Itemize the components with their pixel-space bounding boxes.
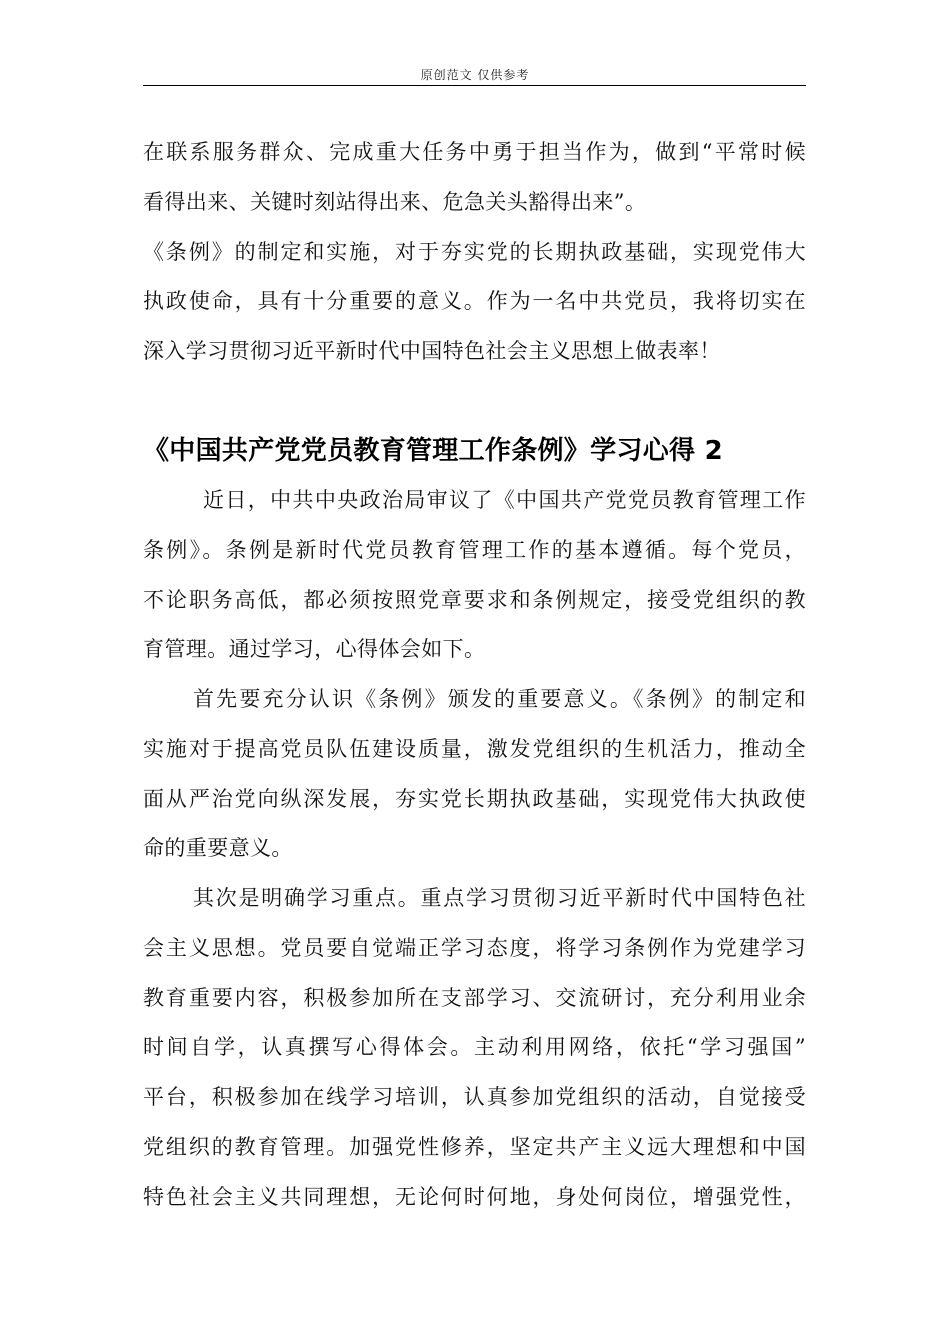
text-line: 条例》。条例是新时代党员教育管理工作的基本遵循。每个党员，	[143, 538, 806, 562]
text-line: 时间自学，认真撰写心得体会。主动利用网络，依托“学习强国”	[143, 1035, 806, 1059]
text-line: 特色社会主义共同理想，无论何时何地，身处何岗位，增强党性，	[143, 1185, 806, 1209]
text-line: 会主义思想。党员要自觉端正学习态度，将学习条例作为党建学习	[143, 936, 806, 960]
text-line: 面从严治党向纵深发展，夯实党长期执政基础，实现党伟大执政使	[143, 787, 806, 811]
text-line: 深入学习贯彻习近平新时代中国特色社会主义思想上做表率！	[143, 339, 721, 363]
text-line: 育管理。通过学习，心得体会如下。	[143, 637, 486, 661]
text-line: 平台，积极参加在线学习培训，认真参加党组织的活动，自觉接受	[143, 1085, 806, 1109]
text-line: 看得出来、关键时刻站得出来、危急关头豁得出来”。	[143, 190, 647, 214]
text-line: 《条例》的制定和实施，对于夯实党的长期执政基础，实现党伟大	[143, 240, 806, 264]
text-line: 执政使命，具有十分重要的意义。作为一名中共党员，我将切实在	[143, 289, 806, 313]
text-line: 党组织的教育管理。加强党性修养，坚定共产主义远大理想和中国	[143, 1135, 806, 1159]
text-line: 首先要充分认识《条例》颁发的重要意义。《条例》的制定和	[193, 687, 806, 711]
text-line: 近日，中共中央政治局审议了《中国共产党党员教育管理工作	[203, 488, 806, 512]
text-line: 不论职务高低，都必须按照党章要求和条例规定，接受党组织的教	[143, 588, 806, 612]
header-text: 原创范文 仅供参考	[420, 68, 530, 82]
section-title: 《中国共产党党员教育管理工作条例》学习心得 2	[143, 436, 724, 466]
text-line: 在联系服务群众、完成重大任务中勇于担当作为，做到“平常时候	[143, 140, 806, 164]
text-line: 命的重要意义。	[143, 836, 293, 860]
text-line: 其次是明确学习重点。重点学习贯彻习近平新时代中国特色社	[193, 886, 806, 910]
text-line: 实施对于提高党员队伍建设质量，激发党组织的生机活力，推动全	[143, 737, 806, 761]
text-line: 教育重要内容，积极参加所在支部学习、交流研讨，充分利用业余	[143, 986, 806, 1010]
header-divider	[143, 85, 806, 86]
